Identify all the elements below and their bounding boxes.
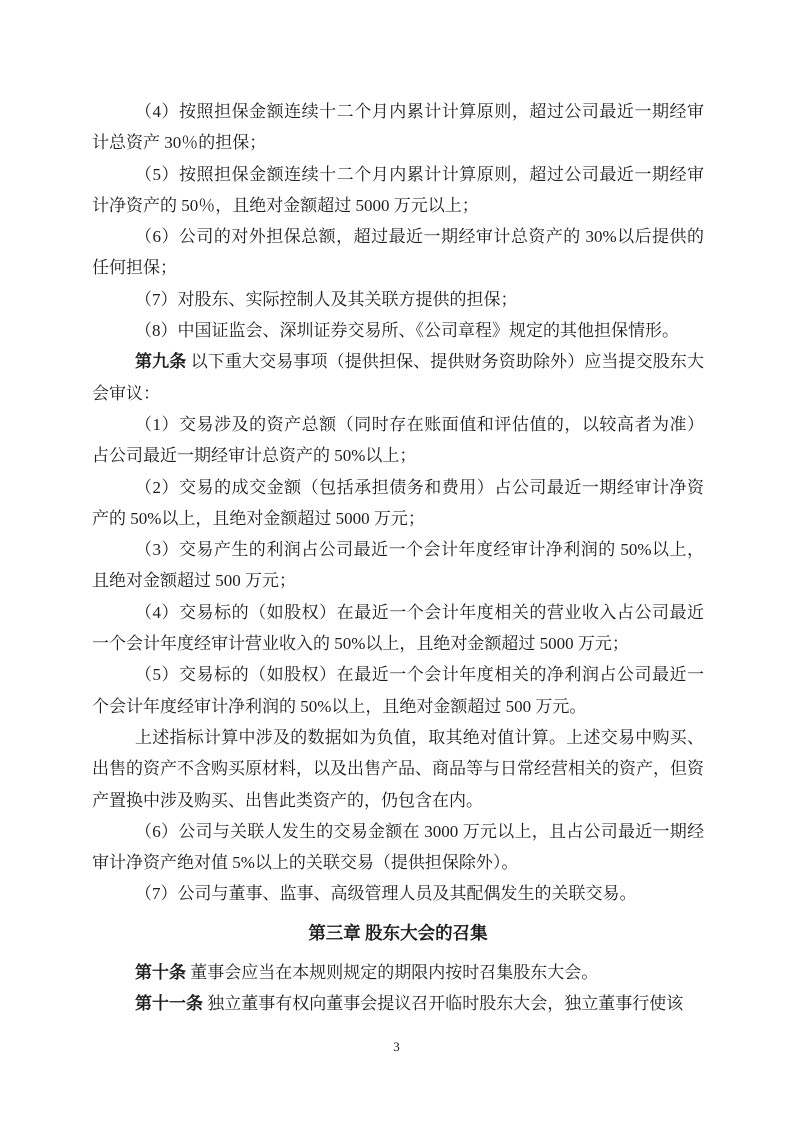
paragraph: （1）交易涉及的资产总额（同时存在账面值和评估值的，以较高者为准）占公司最近一期经审计总资产的 50%以上； bbox=[92, 414, 704, 466]
paragraph: 第九条 以下重大交易事项（提供担保、提供财务资助除外）应当提交股东大会审议： bbox=[92, 352, 705, 403]
page-number: 3 bbox=[393, 1039, 400, 1054]
paragraph: （5）交易标的（如股权）在最近一个会计年度相关的净利润占公司最近一个会计年度经审计净利润的 50%以上，且绝对金额超过 500 万元。 bbox=[92, 665, 704, 716]
paragraph: （8）中国证监会、深圳证券交易所、《公司章程》规定的其他担保情形。 bbox=[135, 321, 679, 341]
paragraph: 第十一条 独立董事有权向董事会提议召开临时股东大会，独立董事行使该 bbox=[135, 994, 684, 1014]
paragraph: （5）按照担保金额连续十二个月内累计计算原则，超过公司最近一期经审计净资产的 50％，且绝对金额超过 5000 万元以上； bbox=[92, 164, 704, 215]
paragraph: 上述指标计算中涉及的数据如为负值，取其绝对值计算。上述交易中购买、出售的资产不含购买原材料，以及出售产品、商品等与日常经营相关的资产，但资产置换中涉及购买、出售此类资产的，仍包含在内。 bbox=[92, 727, 704, 810]
paragraph: （6）公司与关联人发生的交易金额在 3000 万元以上，且占公司最近一期经审计净资产绝对值 5%以上的关联交易（提供担保除外）。 bbox=[92, 821, 704, 873]
paragraph: （7）对股东、实际控制人及其关联方提供的担保； bbox=[135, 289, 518, 309]
document-content bbox=[92, 96, 704, 1020]
article-number: 第十条 bbox=[135, 963, 186, 983]
article-number: 第十一条 bbox=[135, 994, 203, 1014]
paragraph: （6）公司的对外担保总额，超过最近一期经审计总资产的 30%以后提供的任何担保； bbox=[92, 227, 704, 278]
article-number: 第九条 bbox=[135, 352, 187, 372]
paragraph: （2）交易的成交金额（包括承担债务和费用）占公司最近一期经审计净资产的 50%以上，且绝对金额超过 5000 万元； bbox=[92, 477, 704, 528]
paragraph: （7）公司与董事、监事、高级管理人员及其配偶发生的关联交易。 bbox=[135, 884, 637, 904]
chapter-heading: 第三章 股东大会的召集 bbox=[308, 922, 488, 943]
paragraph: （4）交易标的（如股权）在最近一个会计年度相关的营业收入占公司最近一个会计年度经审计营业收入的 50%以上，且绝对金额超过 5000 万元； bbox=[92, 602, 704, 654]
paragraph: （4）按照担保金额连续十二个月内累计计算原则，超过公司最近一期经审计总资产 30％的担保； bbox=[92, 102, 704, 153]
paragraph: （3）交易产生的利润占公司最近一个会计年度经审计净利润的 50%以上，且绝对金额超过 500 万元； bbox=[92, 540, 704, 591]
paragraph: 第十条 董事会应当在本规则规定的期限内按时召集股东大会。 bbox=[135, 963, 599, 983]
